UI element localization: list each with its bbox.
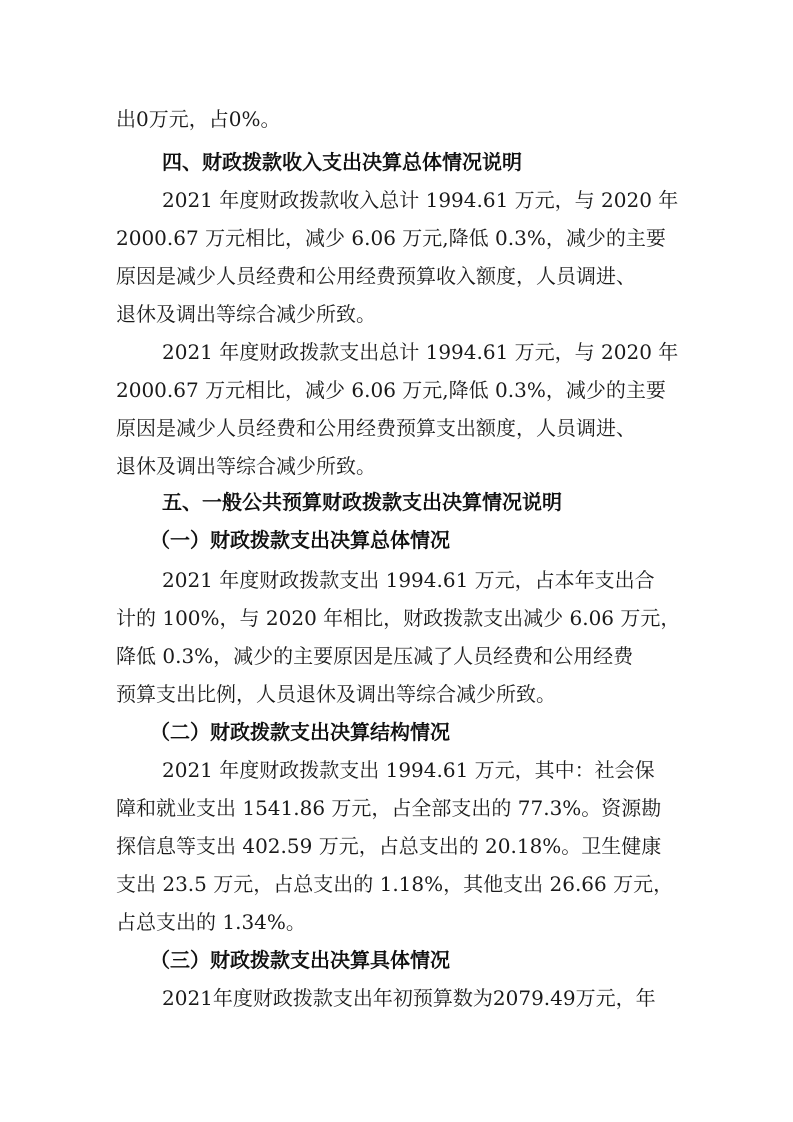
body-text-line: 障和就业支出 1541.86 万元，占全部支出的 77.3%。资源勘 (116, 796, 662, 820)
body-text-line: 计的 100%，与 2020 年相比，财政拨款支出减少 6.06 万元， (116, 606, 681, 630)
subsection-heading-3: （三）财政拨款支出决算具体情况 (150, 948, 450, 972)
subsection-heading-2: （二）财政拨款支出决算结构情况 (150, 720, 450, 744)
body-text-line: 2021 年度财政拨款支出 1994.61 万元，其中：社会保 (162, 758, 655, 782)
body-text-line: 2000.67 万元相比，减少 6.06 万元,降低 0.3%，减少的主要 (116, 378, 666, 402)
body-text-line: 预算支出比例，人员退休及调出等综合减少所致。 (116, 682, 556, 706)
section-heading-5: 五、一般公共预算财政拨款支出决算情况说明 (162, 490, 562, 514)
body-text-line: 2021 年度财政拨款支出 1994.61 万元，占本年支出合 (162, 568, 655, 592)
body-text-line: 2021 年度财政拨款收入总计 1994.61 万元，与 2020 年 (162, 188, 679, 212)
body-text-line: 2000.67 万元相比，减少 6.06 万元,降低 0.3%，减少的主要 (116, 226, 666, 250)
body-text-line: 占总支出的 1.34%。 (116, 910, 306, 934)
body-text-line: 出0万元，占0%。 (116, 107, 281, 131)
body-text-line: 探信息等支出 402.59 万元，占总支出的 20.18%。卫生健康 (116, 834, 662, 858)
body-text-line: 2021年度财政拨款支出年初预算数为2079.49万元，年 (162, 986, 656, 1010)
body-text-line: 原因是减少人员经费和公用经费预算收入额度，人员调进、 (116, 264, 636, 288)
body-text-line: 退休及调出等综合减少所致。 (116, 454, 376, 478)
body-text-line: 退休及调出等综合减少所致。 (116, 302, 376, 326)
body-text-line: 2021 年度财政拨款支出总计 1994.61 万元，与 2020 年 (162, 340, 679, 364)
body-text-line: 原因是减少人员经费和公用经费预算支出额度，人员调进、 (116, 416, 636, 440)
section-heading-4: 四、财政拨款收入支出决算总体情况说明 (162, 150, 522, 174)
body-text-line: 降低 0.3%，减少的主要原因是压减了人员经费和公用经费 (116, 644, 634, 668)
body-text-line: 支出 23.5 万元，占总支出的 1.18%，其他支出 26.66 万元， (116, 872, 674, 896)
subsection-heading-1: （一）财政拨款支出决算总体情况 (150, 528, 450, 552)
